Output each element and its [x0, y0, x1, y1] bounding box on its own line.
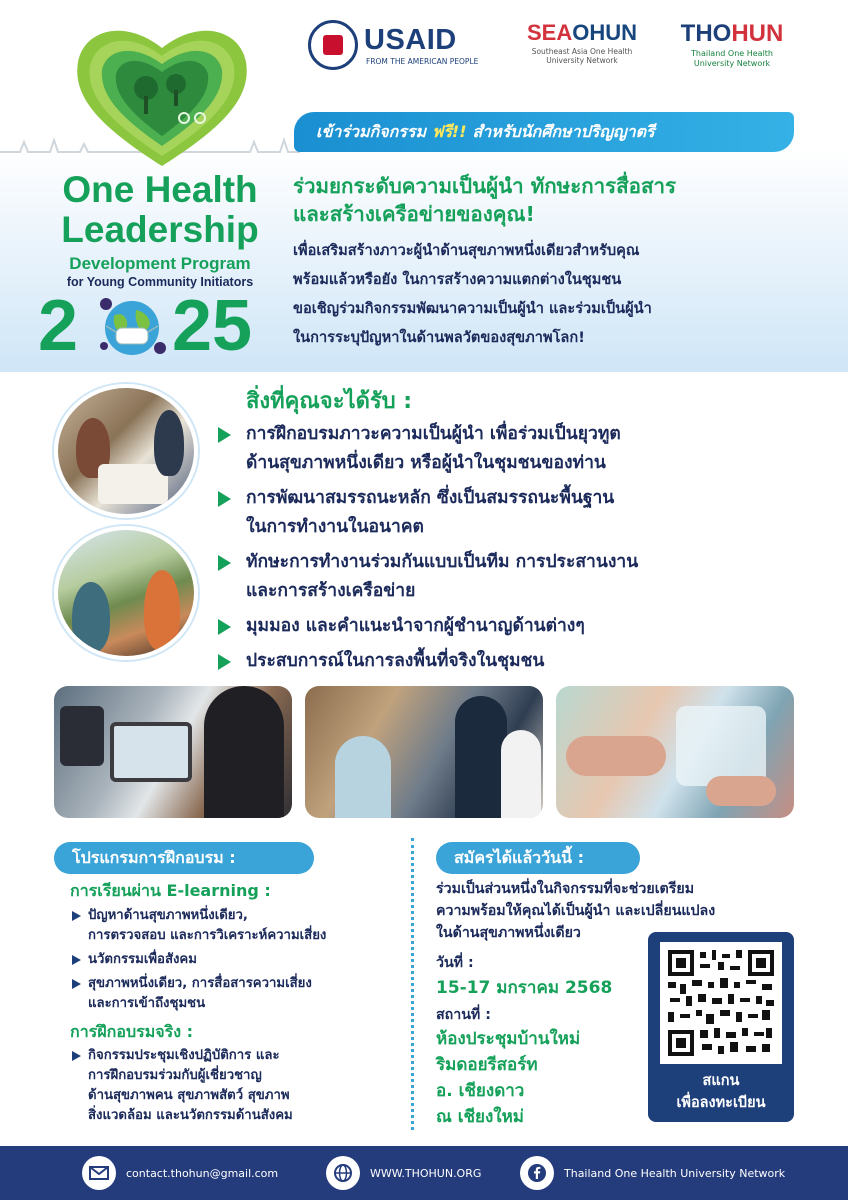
photo-figure: [72, 582, 110, 652]
qr-caption: [648, 1070, 794, 1114]
qr-caption-line2: เพื่อลงทะเบียน: [676, 1095, 766, 1111]
banner-text-after: สำหรับนักศึกษาปริญญาตรี: [472, 121, 655, 141]
event-date: 15-17 มกราคม 2568: [436, 978, 613, 998]
play-arrow-icon: [72, 1051, 81, 1061]
program-title-line1: One Health: [62, 169, 258, 210]
program-title: [36, 170, 284, 289]
benefits-list: [216, 420, 816, 682]
laptop-screen: [60, 706, 104, 766]
venue-line: อ. เชียงดาว: [436, 1081, 525, 1101]
benefit-line: และการสร้างเครือข่าย: [246, 581, 416, 601]
banner-text-before: เข้าร่วมกิจกรรม: [316, 121, 426, 141]
play-arrow-icon: [72, 979, 81, 989]
globe-mask-icon: [96, 294, 168, 360]
list-line: และการเข้าถึงชุมชน: [88, 996, 206, 1011]
footer-facebook[interactable]: [520, 1156, 785, 1190]
list-item: [70, 1046, 400, 1126]
seaohun-logo: [518, 20, 646, 65]
thohun-sub: Thailand One Health University Network: [691, 49, 773, 68]
banner-free-highlight: ฟรี!!: [432, 121, 467, 141]
intro-line4: ในการระบุปัญหาในด้านพลวัตของสุขภาพโลก!: [293, 329, 585, 346]
qr-caption-line1: สแกน: [702, 1073, 740, 1089]
footer-website[interactable]: [326, 1156, 481, 1190]
play-arrow-icon: [218, 619, 231, 635]
usaid-seal-icon: [308, 20, 358, 70]
registration-qr-card[interactable]: [648, 932, 794, 1122]
venue-line: ณ เชียงใหม่: [436, 1107, 525, 1127]
list-line: การฝึกอบรมร่วมกับผู้เชี่ยวชาญ: [88, 1068, 262, 1083]
seaohun-name-b: OHUN: [572, 20, 638, 45]
usaid-logo: [306, 18, 484, 78]
seaohun-name: [518, 20, 646, 46]
intro-text: [293, 236, 813, 352]
intro-line2: พร้อมแล้วหรือยัง ในการสร้างความแตกต่างในชุมชน: [293, 271, 622, 288]
list-line: การตรวจสอบ และการวิเคราะห์ความเสี่ยง: [88, 928, 327, 943]
footer: [0, 1146, 848, 1200]
program-audience: for Young Community Initiators: [66, 275, 254, 289]
benefit-item: [216, 612, 816, 641]
benefit-item: [216, 548, 816, 606]
program-title-line2: Leadership: [61, 209, 259, 250]
seaohun-name-a: SEA: [526, 20, 573, 45]
list-item: [70, 906, 400, 946]
headline-line1: ร่วมยกระดับความเป็นผู้นำ ทักษะการสื่อสาร: [293, 174, 677, 198]
seaohun-sub: Southeast Asia One Health University Network: [531, 47, 633, 65]
workshop-photo-circle: [54, 384, 198, 518]
photo-hand: [706, 776, 776, 806]
dotted-divider: [411, 838, 414, 1130]
venue-line: ห้องประชุมบ้านใหม่: [436, 1029, 581, 1049]
interview-photo: [305, 686, 543, 818]
benefit-item: [216, 484, 816, 542]
apply-line: ร่วมเป็นส่วนหนึ่งในกิจกรรมที่จะช่วยเตรียม: [436, 881, 695, 897]
photo-figure: [204, 686, 284, 818]
list-line: กิจกรรมประชุมเชิงปฏิบัติการ และ: [88, 1048, 280, 1063]
program-year: [38, 286, 286, 366]
apply-line: ความพร้อมให้คุณได้เป็นผู้นำ และเปลี่ยนแปลง: [436, 903, 716, 919]
headline: [293, 172, 813, 228]
free-participation-banner: [294, 112, 794, 152]
usaid-tagline: FROM THE AMERICAN PEOPLE: [366, 57, 479, 66]
list-item: [70, 950, 400, 970]
apply-line: ในด้านสุขภาพหนึ่งเดียว: [436, 925, 581, 941]
training-program-heading: โปรแกรมการฝึกอบรม :: [54, 842, 314, 874]
usaid-name: USAID: [364, 24, 457, 56]
footer-email[interactable]: [82, 1156, 278, 1190]
benefit-line: มุมมอง และคำแนะนำจากผู้ชำนาญด้านต่างๆ: [246, 616, 585, 636]
onsite-list: [70, 1046, 400, 1130]
list-line: สิ่งแวดล้อม และนวัตกรรมด้านสังคม: [88, 1108, 293, 1123]
benefit-line: ทักษะการทำงานร่วมกันแบบเป็นทีม การประสานงาน: [246, 552, 639, 572]
elearning-heading: การเรียนผ่าน E-learning :: [70, 881, 271, 900]
list-item: [70, 974, 400, 1014]
sample-bag: [676, 706, 766, 786]
globe-icon: [326, 1156, 360, 1190]
benefit-line: ด้านสุขภาพหนึ่งเดียว หรือผู้นำในชุมชนของท่าน: [246, 453, 606, 473]
thohun-name-a: THO: [680, 20, 732, 47]
date-label: วันที่ :: [436, 955, 474, 971]
headline-line2: และสร้างเครือข่ายของคุณ!: [293, 202, 535, 226]
thohun-name-b: HUN: [731, 20, 784, 47]
photo-figure: [144, 570, 180, 650]
play-arrow-icon: [218, 654, 231, 670]
footer-email-text[interactable]: contact.thohun@gmail.com: [126, 1166, 279, 1180]
fieldwork-photo-circle: [54, 526, 198, 660]
photo-figure: [501, 730, 541, 818]
partner-logos: [306, 18, 816, 78]
venue-label: สถานที่ :: [436, 1007, 491, 1023]
program-subtitle: Development Program: [69, 254, 251, 273]
thohun-name: [670, 20, 794, 48]
year-digit-2: 2: [38, 286, 79, 366]
list-line: สุขภาพหนึ่งเดียว, การสื่อสารความเสี่ยง: [88, 976, 312, 991]
sample-photo: [556, 686, 794, 818]
benefit-line: ในการทำงานในอนาคต: [246, 517, 424, 537]
thohun-logo: [670, 20, 794, 69]
photo-figure: [154, 410, 184, 476]
intro-line1: เพื่อเสริมสร้างภาวะผู้นำด้านสุขภาพหนึ่งเดียวสำหรับคุณ: [293, 242, 640, 259]
benefit-line: การพัฒนาสมรรถนะหลัก ซึ่งเป็นสมรรถนะพื้นฐาน: [246, 488, 615, 508]
benefit-item: [216, 647, 816, 676]
list-line: นวัตกรรมเพื่อสังคม: [88, 952, 197, 967]
elearning-photo: [54, 686, 292, 818]
benefit-line: ประสบการณ์ในการลงพื้นที่จริงในชุมชน: [246, 651, 545, 671]
intro-line3: ขอเชิญร่วมกิจกรรมพัฒนาความเป็นผู้นำ และร่วมเป็นผู้นำ: [293, 300, 652, 317]
play-arrow-icon: [72, 911, 81, 921]
benefits-title: สิ่งที่คุณจะได้รับ :: [246, 389, 413, 414]
photo-figure: [455, 696, 507, 818]
play-arrow-icon: [218, 555, 231, 571]
elearning-list: [70, 906, 400, 1018]
benefit-line: การฝึกอบรมภาวะความเป็นผู้นำ เพื่อร่วมเป็นยุวทูต: [246, 424, 621, 444]
photo-hand: [566, 736, 666, 776]
play-arrow-icon: [218, 427, 231, 443]
year-digits-25: 25: [172, 286, 253, 366]
onsite-training-heading: การฝึกอบรมจริง :: [70, 1022, 193, 1041]
event-venue: [436, 1026, 580, 1130]
facebook-icon: [520, 1156, 554, 1190]
footer-facebook-text[interactable]: Thailand One Health University Network: [564, 1166, 786, 1180]
qr-code-icon[interactable]: [660, 942, 782, 1064]
benefit-item: [216, 420, 816, 478]
play-arrow-icon: [218, 491, 231, 507]
apply-now-heading: สมัครได้แล้ววันนี้ :: [436, 842, 640, 874]
laptop-screen: [110, 722, 192, 782]
play-arrow-icon: [72, 955, 81, 965]
list-line: ด้านสุขภาพคน สุขภาพสัตว์ สุขภาพ: [88, 1088, 290, 1103]
heart-logo-icon: [72, 18, 252, 168]
footer-website-text[interactable]: WWW.THOHUN.ORG: [370, 1166, 482, 1180]
mail-icon: [82, 1156, 116, 1190]
photo-figure: [335, 736, 391, 818]
venue-line: ริมดอยรีสอร์ท: [436, 1055, 538, 1075]
list-line: ปัญหาด้านสุขภาพหนึ่งเดียว,: [88, 908, 248, 923]
